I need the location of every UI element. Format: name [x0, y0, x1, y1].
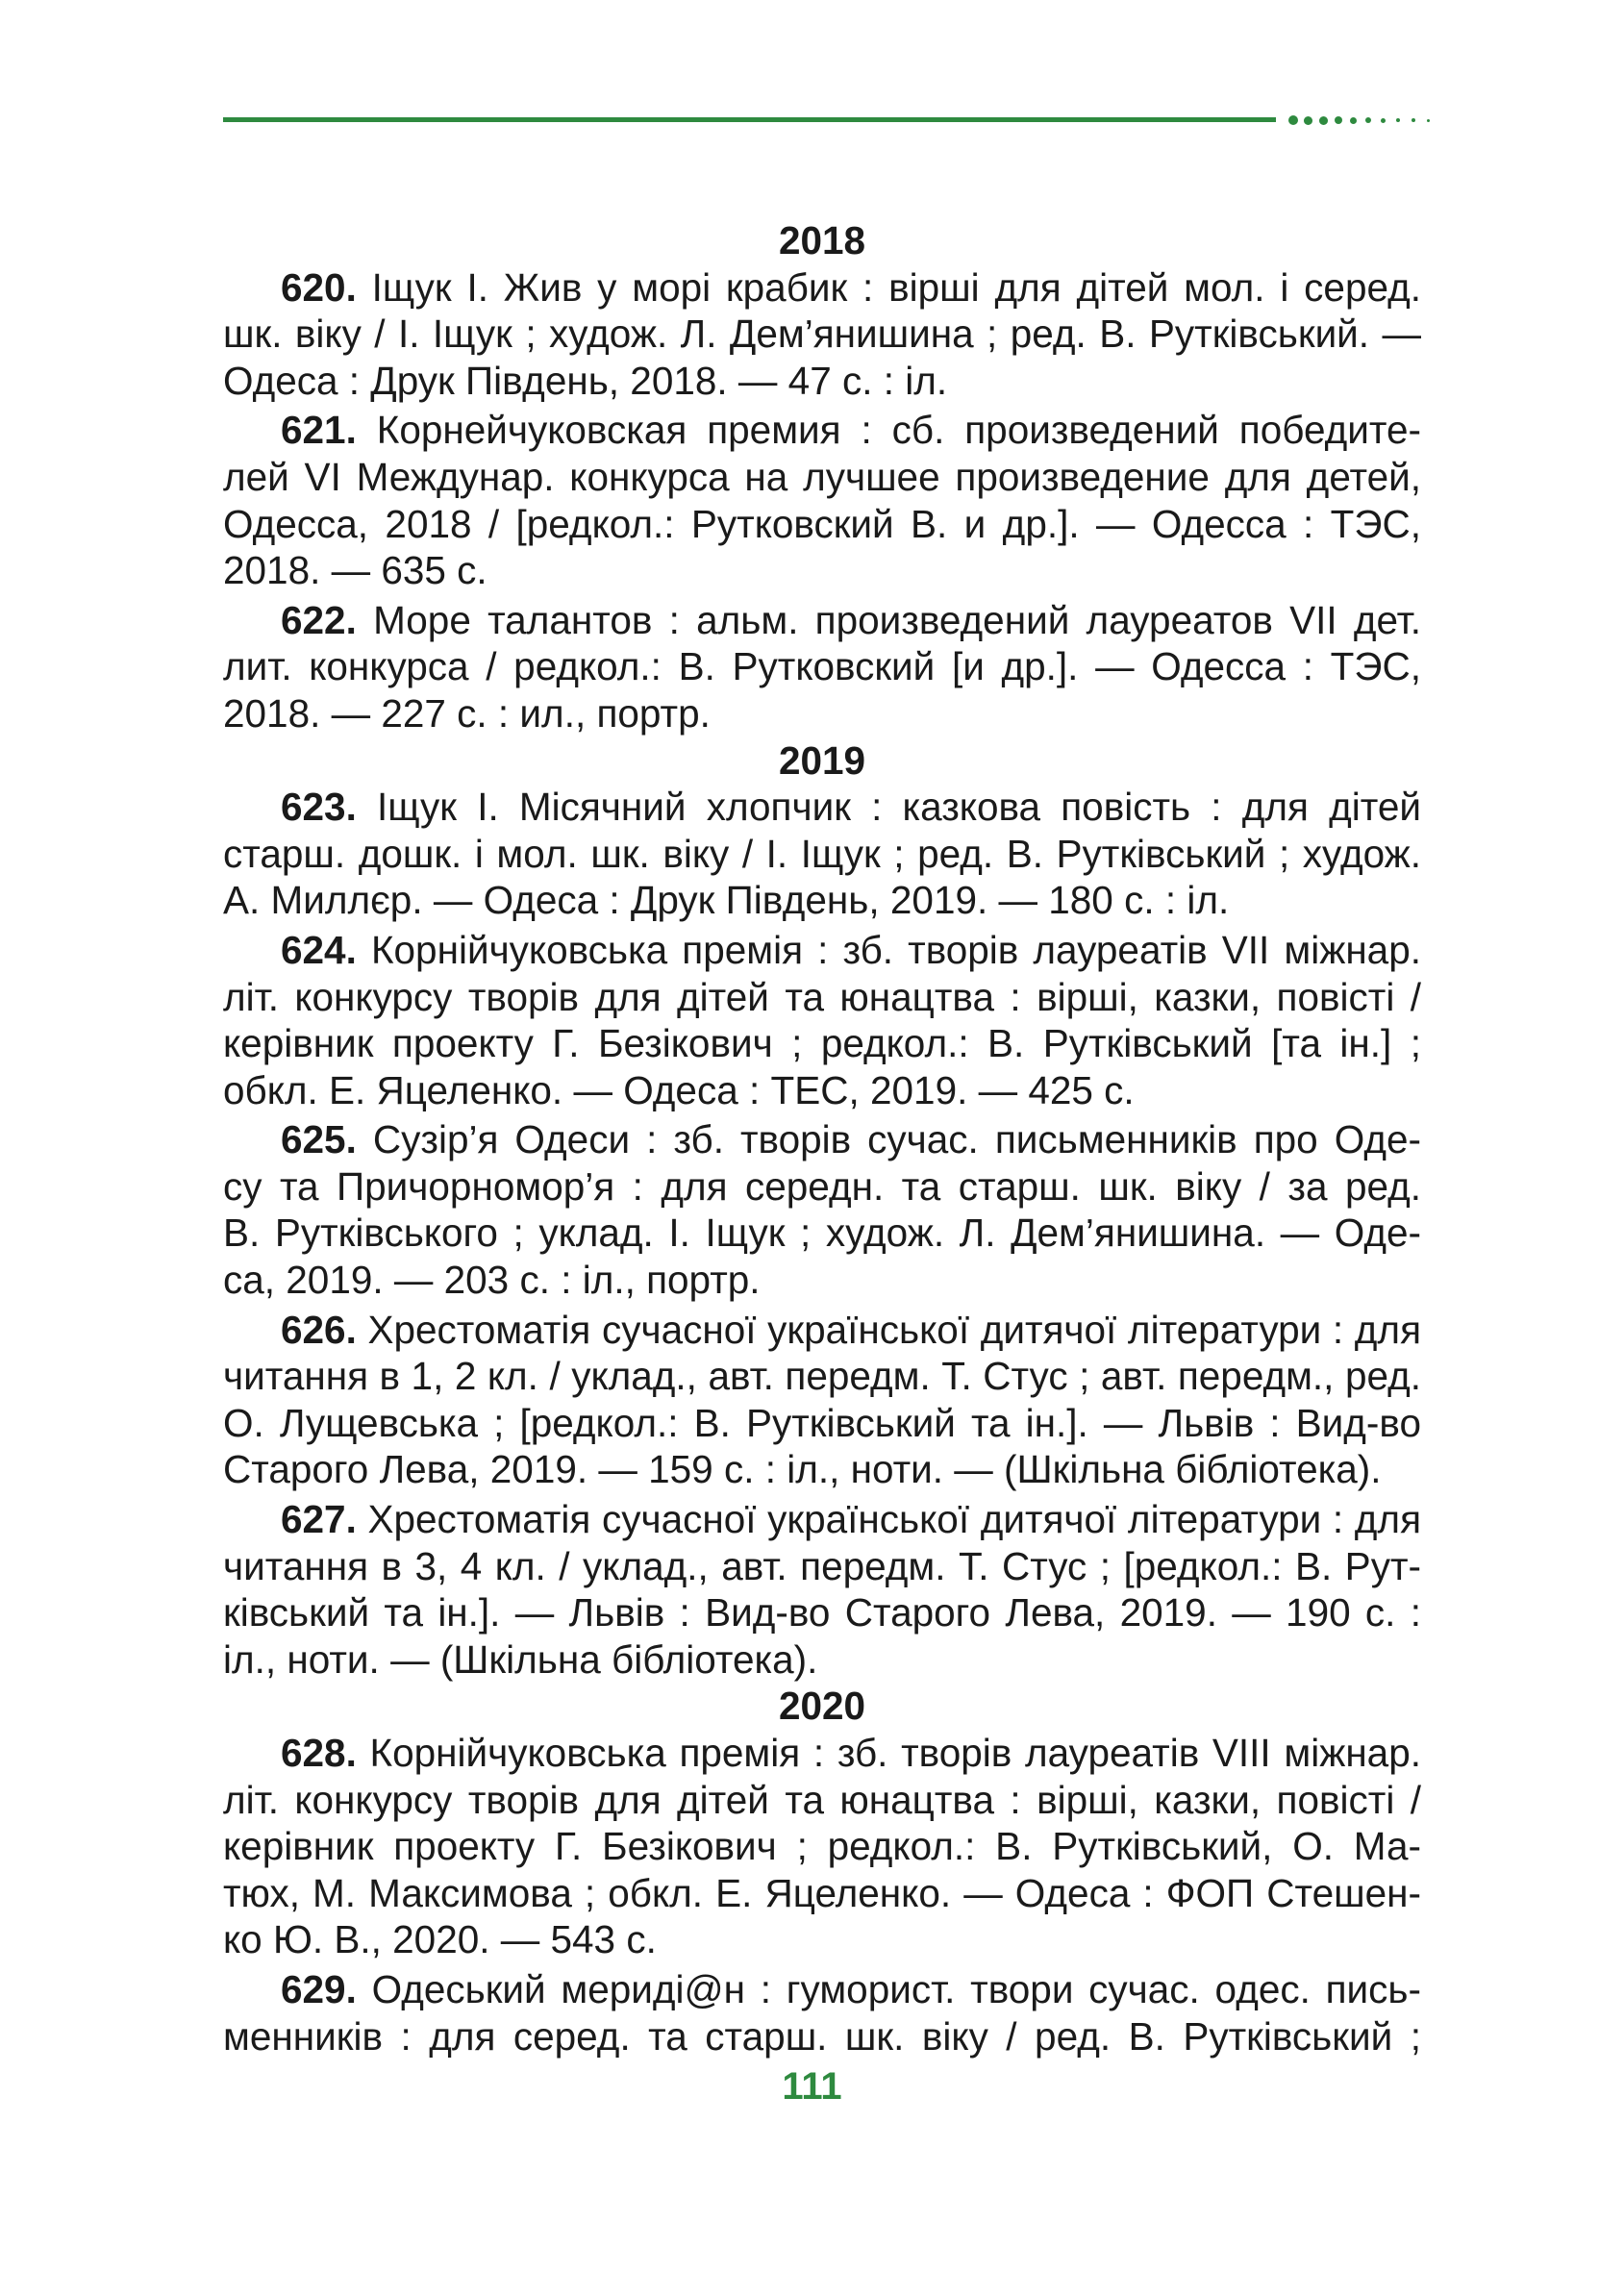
entry-line: Старого Лева, 2019. — 159 с. : іл., ноти. — (Шкільна бібліотека). [223, 1447, 1382, 1492]
entry-line: А. Миллєр. — Одеса : Друк Південь, 2019. — 180 с. : іл. [223, 878, 1230, 923]
bibliography-entry [223, 264, 1421, 405]
bibliography-entry [223, 784, 1421, 924]
header-rule [223, 117, 1276, 122]
year-heading: 2018 [778, 218, 866, 262]
entry-number: 621. [281, 408, 357, 453]
entry-text: Іщук І. Жив у морі крабик : вірші для дітей мол. і серед. [371, 264, 1421, 310]
bibliography-entry [223, 1730, 1421, 1963]
entry-line: ко Ю. В., 2020. — 543 с. [223, 1917, 657, 1962]
ornament-dot [1335, 116, 1342, 124]
entry-line [223, 264, 1421, 312]
entry-line: обкл. Е. Яцеленко. — Одеса : ТЕС, 2019. — 425 с. [223, 1067, 1135, 1112]
entry-number: 622. [281, 597, 357, 642]
bibliography-entry [223, 1496, 1421, 1683]
entry-line: Одесса, 2018 / [редкол.: Рутковский В. и др.]. — Одесса : ТЭС, [223, 501, 1421, 546]
entry-text: Корнейчуковская премия : сб. произведений победите- [376, 408, 1421, 453]
entry-line: 2018. — 635 с. [223, 548, 487, 593]
year-heading: 2019 [778, 737, 866, 783]
entry-line [223, 1307, 1421, 1354]
entry-line: О. Лущевська ; [редкол.: В. Рутківський та ін.]. — Львів : Вид-во [223, 1400, 1421, 1445]
entry-line [223, 407, 1421, 454]
entry-line: менників : для серед. та старш. шк. віку / ред. В. Рутківський ; [223, 2013, 1421, 2059]
bibliography-entry [223, 597, 1421, 737]
entry-text: Хрестоматія сучасної української дитячої літератури : для [367, 1497, 1421, 1542]
entry-line: літ. конкурсу творів для дітей та юнацтва : вірші, казки, повісті / [223, 974, 1421, 1019]
entry-line [223, 1496, 1421, 1543]
ornament-dot [1381, 118, 1386, 123]
entry-line: ківський та ін.]. — Львів : Вид-во Старого Лева, 2019. — 190 с. : [223, 1590, 1421, 1635]
entry-line: літ. конкурсу творів для дітей та юнацтва : вірші, казки, повісті / [223, 1777, 1421, 1822]
entry-line [223, 1730, 1421, 1777]
entry-line: читання в 3, 4 кл. / уклад., авт. передм. Т. Стус ; [редкол.: В. Рут- [223, 1543, 1421, 1588]
entry-text: Хрестоматія сучасної української дитячої літератури : для [367, 1307, 1421, 1352]
year-heading: 2020 [778, 1684, 866, 1729]
page-number: 111 [782, 2065, 842, 2108]
entry-number: 625. [281, 1117, 357, 1162]
entry-line: іл., ноти. — (Шкільна бібліотека). [223, 1636, 818, 1682]
entry-line [223, 927, 1421, 974]
entry-text: Одеський мериді@н : гуморист. твори сучас. одес. пись- [371, 1966, 1421, 2011]
bibliography-entry [223, 1116, 1421, 1303]
entry-line: лей VI Междунар. конкурса на лучшее произведение для детей, [223, 454, 1421, 499]
entry-text: Сузір’я Одеси : зб. творів сучас. письменників про Оде- [372, 1117, 1421, 1162]
ornament-dot [1365, 117, 1371, 123]
ornament-dot [1350, 117, 1357, 124]
ornament-dot [1304, 116, 1312, 125]
entry-text: Корнійчуковська премія : зб. творів лауреатів VII міжнар. [370, 927, 1421, 972]
entry-line: старш. дошк. і мол. шк. віку / І. Іщук ; ред. В. Рутківський ; худож. [223, 831, 1421, 876]
entry-line: тюх, М. Максимова ; обкл. Е. Яцеленко. — Одеса : ФОП Стешен- [223, 1870, 1421, 1915]
entry-line: В. Рутківського ; уклад. І. Іщук ; худож. Л. Дем’янишина. — Оде- [223, 1211, 1421, 1256]
entry-line: са, 2019. — 203 с. : іл., портр. [223, 1258, 761, 1303]
entry-line: шк. віку / І. Іщук ; худож. Л. Дем’янишина ; ред. В. Рутківський. — [223, 312, 1421, 357]
entry-line: лит. конкурса / редкол.: В. Рутковский [и др.]. — Одесса : ТЭС, [223, 644, 1421, 689]
ornament-dot [1319, 116, 1328, 125]
entry-text: Іщук І. Місячний хлопчик : казкова повість : для дітей [377, 785, 1421, 830]
entry-line [223, 1966, 1421, 2013]
entry-number: 620. [281, 264, 357, 310]
bibliography-entry [223, 407, 1421, 593]
entry-line [223, 784, 1421, 831]
ornament-dot [1396, 118, 1400, 122]
entry-number: 627. [281, 1497, 357, 1542]
entry-line [223, 597, 1421, 644]
ornament-dot [1427, 119, 1430, 122]
entry-text: Корнійчуковська премія : зб. творів лауреатів VIII міжнар. [369, 1731, 1421, 1775]
entry-line: керівник проекту Г. Безікович ; редкол.: В. Рутківський, О. Ма- [223, 1824, 1421, 1869]
entry-line: керівник проекту Г. Безікович ; редкол.: В. Рутківський [та ін.] ; [223, 1021, 1421, 1066]
entry-number: 623. [281, 785, 357, 830]
bibliography-entry [223, 1966, 1421, 2060]
ornament-dot [1412, 118, 1415, 122]
entry-number: 626. [281, 1307, 357, 1352]
entry-line [223, 1116, 1421, 1163]
bibliography-entry [223, 1307, 1421, 1493]
entry-line: читання в 1, 2 кл. / уклад., авт. передм. Т. Стус ; авт. передм., ред. [223, 1354, 1421, 1399]
entry-number: 624. [281, 927, 357, 972]
entry-number: 629. [281, 1966, 357, 2011]
ornament-dot [1288, 115, 1298, 125]
entry-text: Море талантов : альм. произведений лауреатов VII дет. [373, 597, 1421, 642]
entry-line: Одеса : Друк Південь, 2018. — 47 с. : іл. [223, 358, 948, 403]
entry-line: су та Причорномор’я : для середн. та старш. шк. віку / за ред. [223, 1163, 1421, 1209]
entry-number: 628. [281, 1731, 357, 1775]
bibliography-content [223, 217, 1421, 2060]
entry-line: 2018. — 227 с. : ил., портр. [223, 690, 711, 736]
bibliography-entry [223, 927, 1421, 1113]
